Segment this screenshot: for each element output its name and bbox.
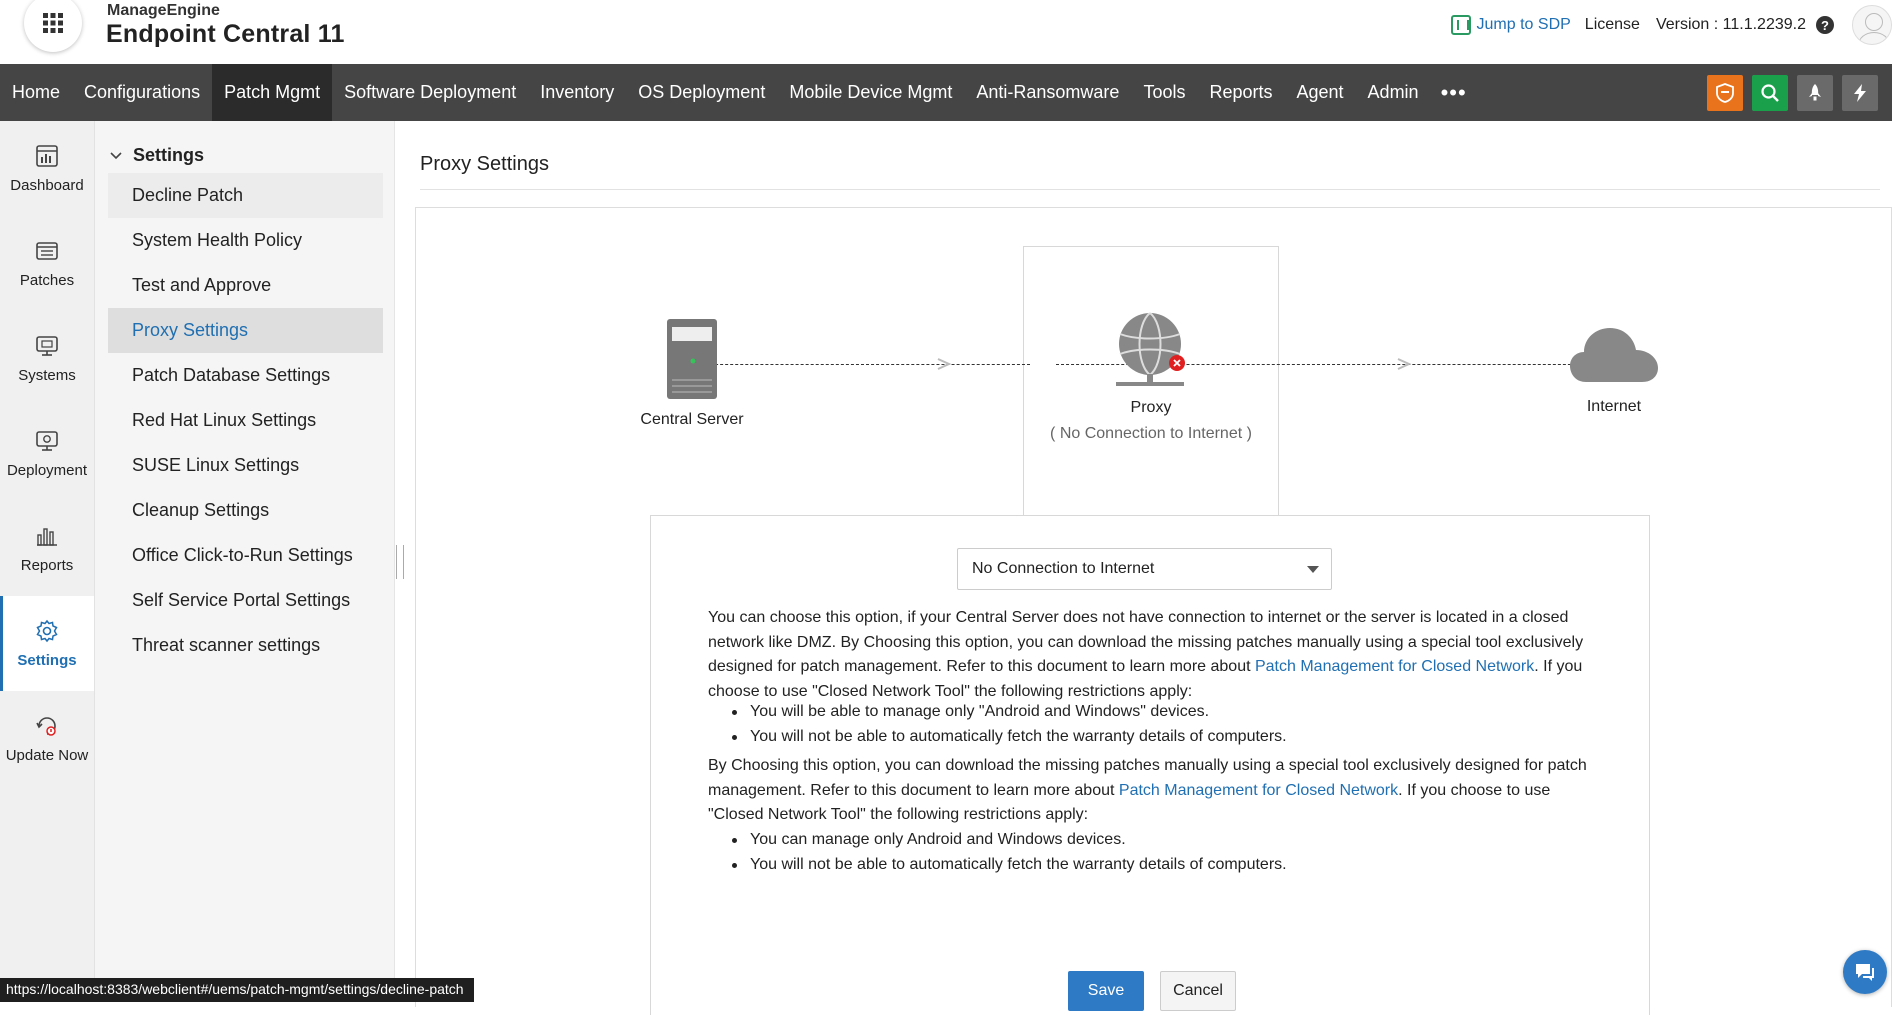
proxy-globe-icon [1112,310,1188,390]
proxy-settings-panel [415,207,1892,1007]
status-bar-url: https://localhost:8383/webclient#/uems/patch-mgmt/settings/decline-patch [0,978,474,1002]
proxy-mode-value: No Connection to Internet [972,560,1155,577]
main-nav [0,64,1892,121]
rail-update-now[interactable] [0,691,94,786]
sidebar-item-test-and-approve[interactable]: Test and Approve [132,275,272,295]
option-description-1-tail: . If you choose to use "Closed Network Tool" the following restrictions apply: [708,658,1583,700]
option-description-2-tail: . If you choose to use "Closed Network Tool" the following restrictions apply: [708,781,1551,823]
nav-admin[interactable]: Admin [1367,82,1419,102]
rail-dashboard[interactable] [0,121,94,216]
settings-group-toggle[interactable] [109,145,204,166]
app-grid-button[interactable] [24,0,82,52]
nav-home[interactable]: Home [12,82,61,102]
rail-dashboard-label: Dashboard [10,177,84,194]
option-description-1 [708,606,1588,704]
search-icon [1760,83,1780,103]
option-description-1-text: You can choose this option, if your Central Server does not have connection to internet or the server is located in a closed network like DMZ. By Choosing this option, you can download the missing patches manually using a special tool exclusively designed for patch management. Refer to this document to learn more about [708,609,1584,675]
option-description-2 [708,754,1588,828]
settings-sidebar [95,121,395,1002]
nav-software-deployment[interactable]: Software Deployment [344,82,517,102]
restrictions-list-1 [728,700,1588,749]
rail-systems-label: Systems [18,367,76,384]
nav-tools[interactable]: Tools [1143,82,1186,102]
cloud-icon [1568,322,1660,384]
page-title: Proxy Settings [420,153,549,175]
rail-patches-label: Patches [19,272,75,289]
sdp-icon [1451,15,1471,35]
shield-icon [1715,83,1735,103]
sidebar-item-system-health-policy[interactable]: System Health Policy [132,230,303,250]
nav-os-deployment[interactable]: OS Deployment [638,82,766,102]
rail-reports-label: Reports [20,557,74,574]
central-server-label: Central Server [640,411,744,428]
option-description-2-text: By Choosing this option, you can download the missing patches manually using a special tool exclusively designed for patch management. Refer to this document to learn more about [708,757,1587,799]
patches-icon [34,238,60,264]
nav-patch-mgmt[interactable]: Patch Mgmt [212,64,332,121]
rail-deployment[interactable] [0,406,94,501]
monitor-icon [34,333,60,359]
internet-label: Internet [1586,398,1642,415]
chevron-down-icon [109,149,123,163]
reports-icon [34,523,60,549]
cancel-button[interactable]: Cancel [1160,971,1236,1011]
deployment-icon [34,428,60,454]
app-header [0,0,1892,64]
rail-settings-label: Settings [17,652,77,669]
sidebar-item-threat-scanner-settings[interactable]: Threat scanner settings [132,635,321,655]
license-link[interactable]: License [1584,16,1640,33]
settings-group-label: Settings [133,145,205,165]
sidebar-item-patch-database-settings[interactable]: Patch Database Settings [132,365,331,385]
list-item: You can manage only Android and Windows devices. [728,828,1588,853]
nav-reports[interactable]: Reports [1209,82,1273,102]
chat-icon [1853,960,1877,984]
arrow-right-icon [936,357,952,371]
sidebar-item-decline-patch[interactable]: Decline Patch [108,173,383,218]
list-item: You will not be able to automatically fetch the warranty details of computers. [728,853,1588,878]
nav-mobile-device-mgmt[interactable]: Mobile Device Mgmt [789,82,953,102]
rail-patches[interactable] [0,216,94,311]
jump-to-sdp-link[interactable] [1451,15,1571,35]
rail-settings[interactable] [0,596,94,691]
more-icon[interactable]: ••• [1440,79,1467,105]
caret-down-icon [1307,566,1319,573]
title-divider [420,189,1880,190]
global-search-button[interactable] [1752,75,1788,111]
sidebar-item-office-click-to-run-settings[interactable]: Office Click-to-Run Settings [132,545,353,565]
version-label: Version : 11.1.2239.2 [1655,16,1806,33]
error-x-icon [1168,354,1186,372]
sidebar-item-suse-linux-settings[interactable]: SUSE Linux Settings [132,455,300,475]
jump-to-sdp-label: Jump to SDP [1476,16,1571,33]
server-icon [666,318,718,400]
main-content [405,121,1892,1002]
sidebar-item-proxy-settings[interactable]: Proxy Settings [108,308,383,353]
rail-systems[interactable] [0,311,94,406]
sidebar-item-self-service-portal-settings[interactable]: Self Service Portal Settings [132,590,351,610]
connection-diagram [416,208,1892,528]
rail-update-now-label: Update Now [5,747,89,764]
quick-launch-button[interactable] [1797,75,1833,111]
dashboard-icon [34,143,60,169]
lightning-icon [1850,83,1870,103]
sidebar-item-red-hat-linux-settings[interactable]: Red Hat Linux Settings [132,410,317,430]
arrow-right-icon [1396,357,1412,371]
closed-network-doc-link-1[interactable]: Patch Management for Closed Network [1254,658,1535,675]
nav-anti-ransomware[interactable]: Anti-Ransomware [976,82,1120,102]
module-rail [0,121,95,1002]
help-icon[interactable]: ? [1816,16,1834,34]
save-button[interactable]: Save [1068,971,1144,1011]
sidebar-item-cleanup-settings[interactable]: Cleanup Settings [132,500,270,520]
restrictions-list-2 [728,828,1588,877]
grid-icon [42,12,64,34]
proxy-label: Proxy [1130,399,1172,416]
update-icon [34,713,60,739]
closed-network-doc-link-2[interactable]: Patch Management for Closed Network [1118,781,1399,799]
nav-agent[interactable]: Agent [1296,82,1344,102]
brand-vendor: ManageEngine [107,2,220,19]
rail-reports[interactable] [0,501,94,596]
proxy-status-label: ( No Connection to Internet ) [1050,425,1252,442]
server-proxy-line [700,364,1030,365]
avatar[interactable] [1852,5,1892,45]
gear-icon [34,618,60,644]
list-item: You will be able to manage only "Android and Windows" devices. [728,700,1588,725]
nav-configurations[interactable]: Configurations [84,82,201,102]
proxy-mode-select[interactable] [957,548,1332,590]
shield-button[interactable] [1707,75,1743,111]
rail-deployment-label: Deployment [6,462,88,479]
rocket-icon [1805,83,1825,103]
quick-actions-button[interactable] [1842,75,1878,111]
proxy-options-panel [650,515,1650,1015]
nav-inventory[interactable]: Inventory [540,82,615,102]
chat-button[interactable] [1843,950,1887,994]
product-name: Endpoint Central 11 [106,20,345,48]
sidebar-resize-handle[interactable] [396,545,404,579]
list-item: You will not be able to automatically fetch the warranty details of computers. [728,725,1588,750]
